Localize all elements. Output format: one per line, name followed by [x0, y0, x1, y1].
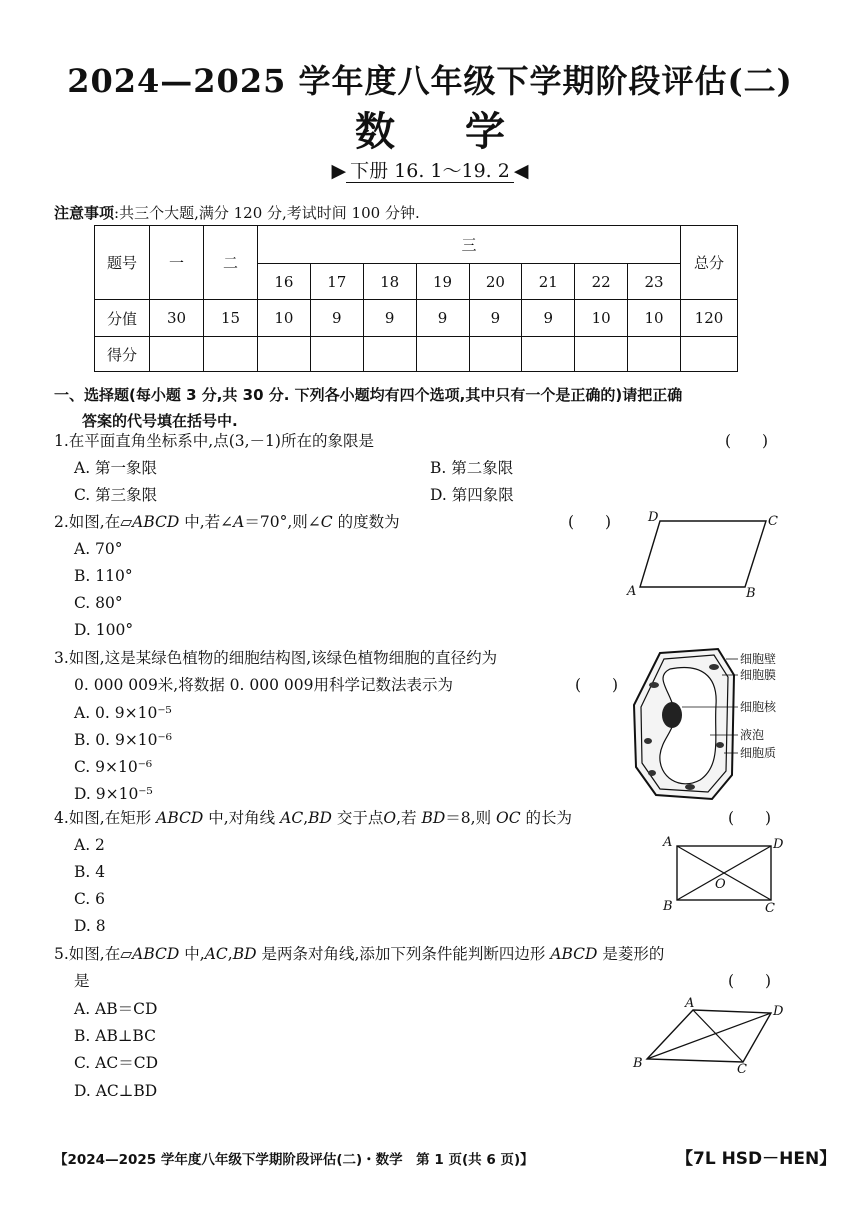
option[interactable]: D. 9×10⁻⁵: [74, 785, 153, 803]
option[interactable]: D. AC⊥BD: [74, 1082, 158, 1100]
math-var: AC: [204, 945, 228, 963]
section-heading: [54, 382, 794, 434]
question-text: 如图,这是某绿色植物的细胞结构图,该绿色植物细胞的直径约为: [68, 649, 498, 667]
sub-header-cell: 16: [258, 264, 311, 300]
vertex-label-a: A: [685, 996, 695, 1011]
option[interactable]: C. AC＝CD: [74, 1054, 159, 1072]
math-var: AC: [280, 809, 304, 827]
score-value-cell: 9: [522, 300, 575, 337]
plant-cell-figure: [630, 645, 830, 805]
vertex-label-d: D: [648, 510, 659, 525]
sub-header-cell: 19: [416, 264, 469, 300]
scope-line: [0, 156, 860, 183]
option[interactable]: A. 2: [74, 836, 105, 854]
score-value-cell: 15: [204, 300, 258, 337]
cell-label: 细胞质: [740, 746, 777, 760]
triangle-right-icon: ▶: [331, 160, 347, 182]
math-var: ABCD: [132, 945, 180, 963]
math-var: A: [233, 513, 245, 531]
cell-label: 细胞核: [740, 700, 777, 714]
sub-header-cell: 23: [628, 264, 681, 300]
center-label-o: O: [715, 877, 726, 892]
score-input-cell[interactable]: [204, 337, 258, 372]
question-text: 是两条对角线,添加下列条件能判断四边形: [256, 945, 551, 963]
question-text: 如图,在矩形: [68, 809, 157, 827]
vertex-label-d: D: [773, 837, 784, 852]
header-part1: 一: [150, 226, 204, 300]
math-var: ABCD: [156, 809, 204, 827]
score-value-cell: 9: [310, 300, 363, 337]
question-4: [54, 805, 572, 832]
option[interactable]: D. 8: [74, 917, 106, 935]
question-number: 5.: [54, 945, 69, 963]
option[interactable]: B. 110°: [74, 567, 133, 585]
option[interactable]: A. AB＝CD: [74, 1000, 158, 1018]
question-text: ,: [303, 809, 309, 827]
score-input-cell[interactable]: [258, 337, 311, 372]
option[interactable]: C. 80°: [74, 594, 123, 612]
question-5: [54, 941, 664, 968]
question-text: 中,对角线: [203, 809, 281, 827]
option[interactable]: B. 第二象限: [430, 459, 514, 477]
sub-header-cell: 22: [575, 264, 628, 300]
sub-header-cell: 20: [469, 264, 522, 300]
cell-label: 细胞膜: [740, 668, 777, 682]
question-3-line2: 0. 000 009米,将数据 0. 000 009用科学记数法表示为: [74, 676, 453, 694]
question-text: 中,若∠: [179, 513, 234, 531]
score-value-cell: 30: [150, 300, 204, 337]
question-text: 如图,在▱: [68, 513, 133, 531]
question-1: [54, 428, 374, 455]
question-text: 的度数为: [332, 513, 400, 531]
vertex-label-c: C: [765, 901, 775, 915]
score-value-cell: 10: [628, 300, 681, 337]
question-text: ＝70°,则∠: [244, 513, 321, 531]
rectangle-figure-q4: [655, 830, 795, 915]
header-part3: 三: [258, 226, 681, 264]
score-input-cell[interactable]: [575, 337, 628, 372]
question-number: 4.: [54, 809, 69, 827]
vertex-label-a: A: [627, 584, 637, 599]
math-var: O: [383, 809, 397, 827]
question-3: [54, 645, 497, 672]
answer-bracket[interactable]: ( ): [725, 432, 769, 450]
option[interactable]: C. 9×10⁻⁶: [74, 758, 153, 776]
score-input-cell[interactable]: [363, 337, 416, 372]
math-var: BD: [308, 809, 332, 827]
notice-label: 注意事项: [54, 204, 115, 222]
parallelogram-figure-q5: [625, 995, 795, 1080]
section-heading-line2: 答案的代号填在括号中.: [82, 412, 238, 430]
vertex-label-a: A: [663, 835, 673, 850]
vertex-label-b: B: [633, 1056, 643, 1071]
vertex-label-b: B: [746, 586, 756, 600]
math-var: OC: [496, 809, 521, 827]
score-input-cell[interactable]: [416, 337, 469, 372]
score-value-cell: 9: [469, 300, 522, 337]
cell-label: 液泡: [740, 728, 765, 742]
question-text: ＝8,则: [445, 809, 497, 827]
question-text: 中,: [179, 945, 205, 963]
math-var: ABCD: [132, 513, 180, 531]
question-5-line2: 是: [74, 972, 90, 990]
option[interactable]: B. 4: [74, 863, 106, 881]
question-number: 2.: [54, 513, 69, 531]
header-tihao: 题号: [95, 226, 150, 300]
answer-bracket[interactable]: ( ): [568, 513, 612, 531]
answer-bracket[interactable]: ( ): [728, 809, 772, 827]
option[interactable]: A. 70°: [74, 540, 123, 558]
question-text: 如图,在▱: [68, 945, 133, 963]
cell-label: 细胞壁: [740, 652, 777, 666]
option[interactable]: B. AB⊥BC: [74, 1027, 156, 1045]
parallelogram-figure-q2: [620, 505, 790, 600]
question-number: 3.: [54, 649, 69, 667]
section-heading-line1: 一、选择题(每小题 3 分,共 30 分. 下列各小题均有四个选项,其中只有一个是正确的)请把正确: [54, 386, 683, 404]
question-text: ,若: [396, 809, 422, 827]
option[interactable]: C. 第三象限: [74, 486, 158, 504]
question-2: [54, 509, 400, 536]
row-label-defen: 得分: [95, 337, 150, 372]
question-text: 交于点: [331, 809, 384, 827]
math-var: C: [320, 513, 333, 531]
vertex-label-b: B: [663, 899, 673, 914]
score-input-cell[interactable]: [310, 337, 363, 372]
sub-header-cell: 18: [363, 264, 416, 300]
answer-bracket[interactable]: ( ): [575, 676, 619, 694]
option[interactable]: C. 6: [74, 890, 106, 908]
score-input-cell[interactable]: [522, 337, 575, 372]
header-part2: 二: [204, 226, 258, 300]
subject-title: 数学: [355, 108, 575, 155]
notice: [54, 202, 420, 223]
score-input-cell[interactable]: [681, 337, 738, 372]
score-value-cell: 9: [416, 300, 469, 337]
score-value-cell: 120: [681, 300, 738, 337]
sub-header-cell: 17: [310, 264, 363, 300]
math-var: ABCD: [550, 945, 598, 963]
score-input-cell[interactable]: [469, 337, 522, 372]
vertex-label-c: C: [737, 1062, 747, 1077]
score-value-cell: 10: [575, 300, 628, 337]
paper-code: 【7L HSD－HEN】: [676, 1149, 837, 1169]
exam-title: 2024—2025 学年度八年级下学期阶段评估(二): [67, 62, 793, 100]
question-text: ,: [227, 945, 233, 963]
scope-text: 下册 16. 1～19. 2: [346, 160, 514, 183]
page-footer: 【2024—2025 学年度八年级下学期阶段评估(二)・数学 第 1 页(共 6 页)】: [54, 1152, 534, 1168]
math-var: BD: [232, 945, 257, 963]
score-value-cell: 9: [363, 300, 416, 337]
score-input-cell[interactable]: [150, 337, 204, 372]
option[interactable]: A. 第一象限: [74, 459, 158, 477]
score-input-cell[interactable]: [628, 337, 681, 372]
question-text: 在平面直角坐标系中,点(3,－1)所在的象限是: [68, 432, 374, 450]
sub-header-cell: 21: [522, 264, 575, 300]
notice-text: :共三个大题,满分 120 分,考试时间 100 分钟.: [114, 204, 420, 222]
option[interactable]: A. 0. 9×10⁻⁵: [74, 704, 172, 722]
option[interactable]: D. 第四象限: [430, 486, 514, 504]
row-label-fenzhi: 分值: [95, 300, 150, 337]
answer-bracket[interactable]: ( ): [728, 972, 772, 990]
question-text: 是菱形的: [597, 945, 665, 963]
vertex-label-c: C: [768, 514, 778, 529]
score-value-cell: 10: [258, 300, 311, 337]
question-number: 1.: [54, 432, 69, 450]
score-table: [94, 225, 738, 372]
question-text: 的长为: [520, 809, 573, 827]
triangle-left-icon: ◀: [513, 160, 529, 182]
vertex-label-d: D: [773, 1004, 784, 1019]
option[interactable]: D. 100°: [74, 621, 134, 639]
header-total: 总分: [681, 226, 738, 300]
math-var: BD: [421, 809, 446, 827]
option[interactable]: B. 0. 9×10⁻⁶: [74, 731, 172, 749]
